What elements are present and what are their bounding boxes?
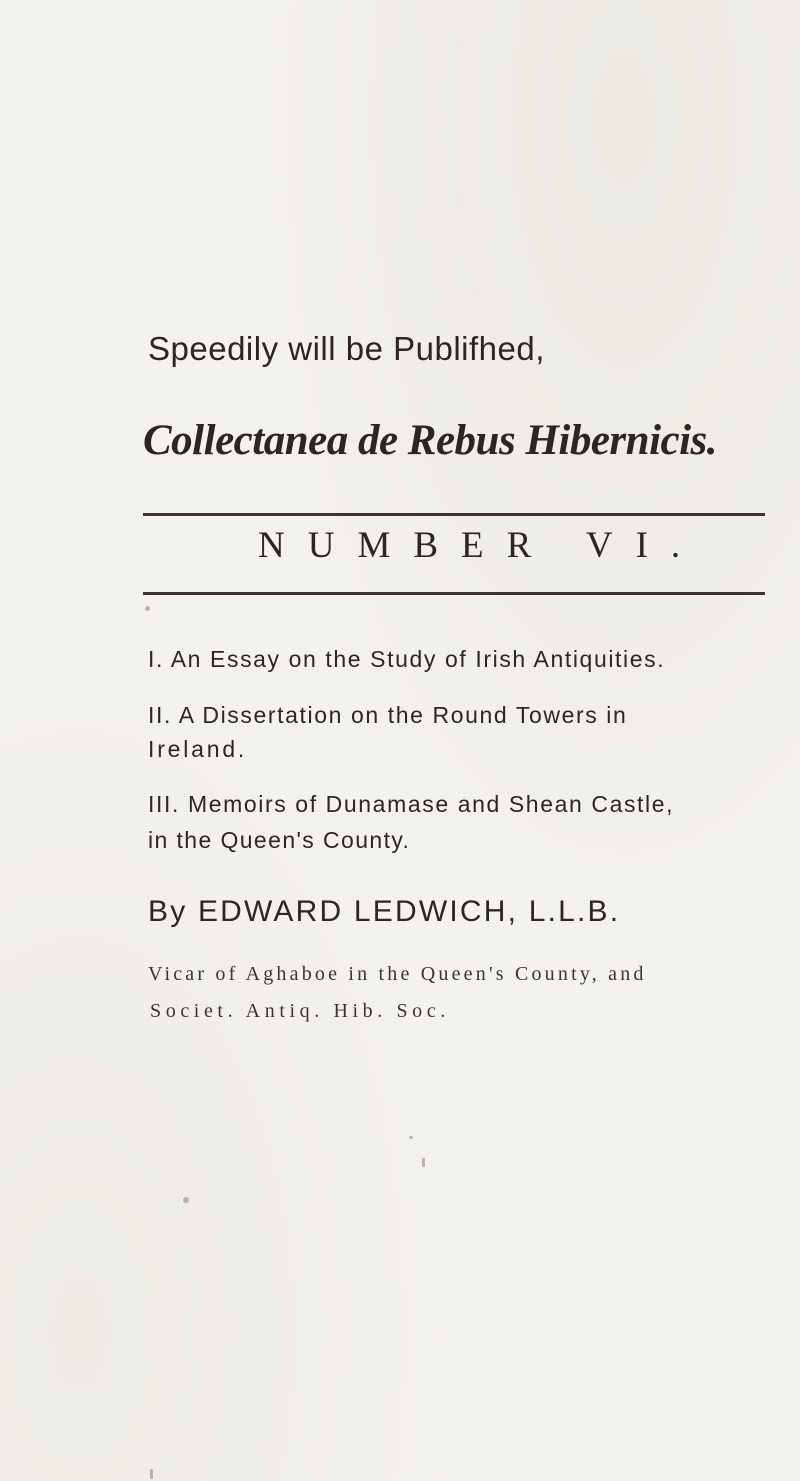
author-title-line-1: Vicar of Aghaboe in the Queen's County, and [148, 963, 647, 985]
contents-item-2-line-1: II. A Dissertation on the Round Towers in [148, 702, 628, 728]
top-rule-divider [143, 513, 765, 516]
collection-title: Collectanea de Rebus Hibernicis. [143, 417, 718, 464]
contents-item-1: I. An Essay on the Study of Irish Antiquities. [148, 646, 666, 672]
paper-speck [150, 1469, 153, 1479]
announcement-heading: Speedily will be Publifhed, [148, 330, 545, 367]
number-label: NUMBER VI. [258, 525, 704, 566]
paper-speck [145, 606, 150, 611]
author-byline: By EDWARD LEDWICH, L.L.B. [148, 895, 621, 928]
contents-item-3-line-2: in the Queen's County. [148, 827, 411, 853]
bottom-rule-divider [143, 592, 765, 595]
contents-item-2-line-2: Ireland. [148, 736, 248, 762]
author-title-line-2: Societ. Antiq. Hib. Soc. [150, 1000, 450, 1022]
paper-speck [409, 1136, 413, 1139]
paper-speck [422, 1158, 425, 1167]
contents-item-3-line-1: III. Memoirs of Dunamase and Shean Castle, [148, 791, 675, 817]
paper-speck [183, 1197, 189, 1203]
